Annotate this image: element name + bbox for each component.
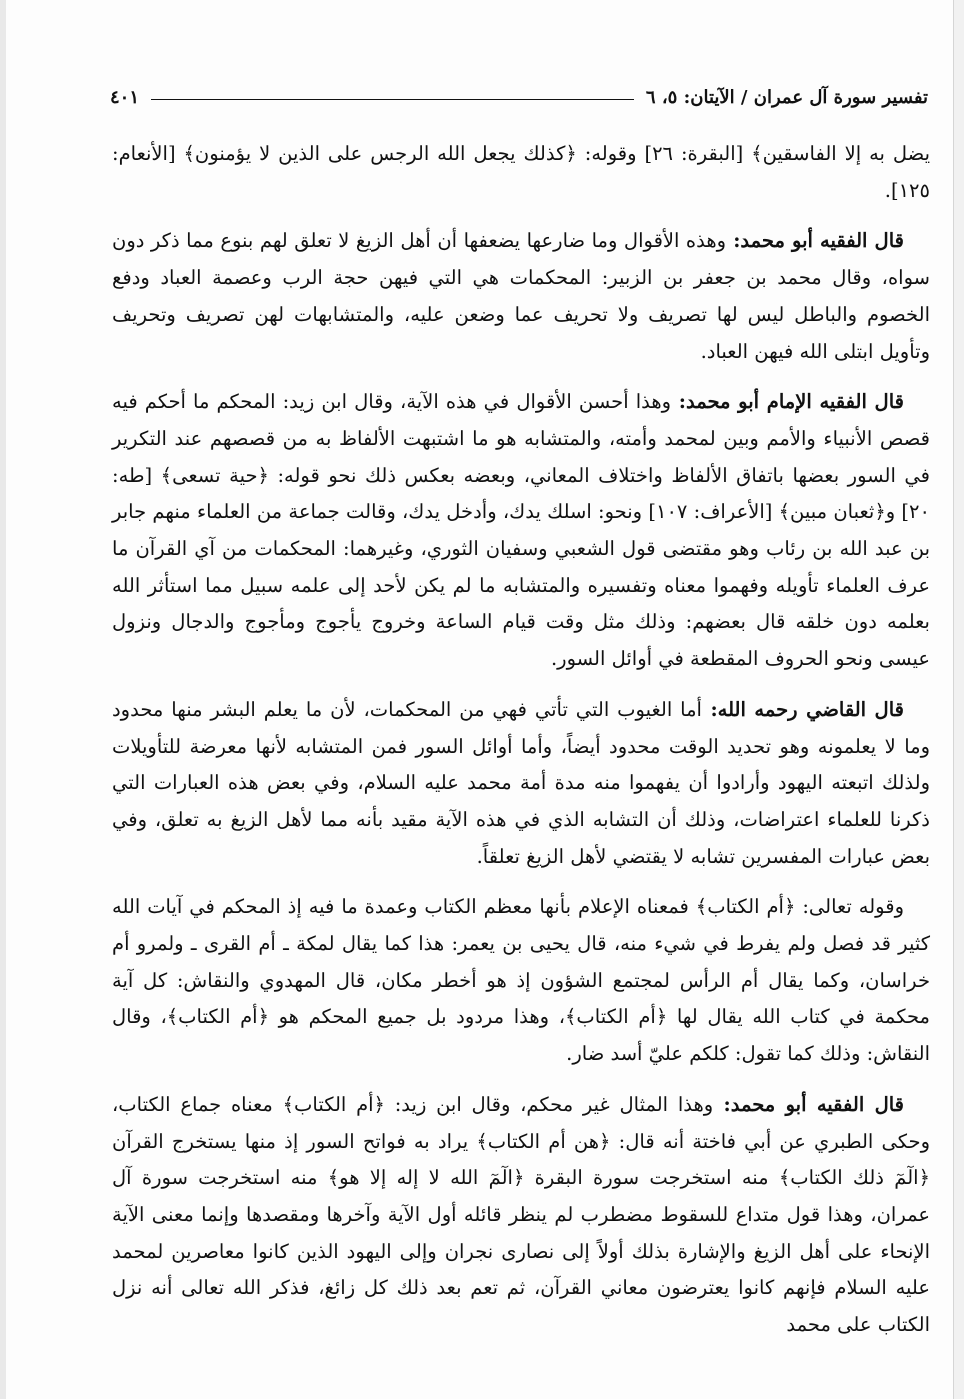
running-header bbox=[110, 82, 928, 112]
paragraph-2-speaker: قال الفقيه أبو محمد: bbox=[733, 229, 904, 253]
paragraph-3-text: وهذا أحسن الأقوال في هذه الآية، وقال ابن زيد: المحكم ما أحكم فيه قصص الأنبياء والأمم وبين لمحمد وأمته، والمتشابه هو ما اشتبهت الألفاظ به من قصصهم عند التكرير في السور بعضها باتفاق الألفاظ واختلاف المعاني، وبعضه بعكس ذلك نحو قوله: ﴿حية تسعى﴾ [طه: ٢٠] و﴿ثعبان مبين﴾ [الأعراف: ١٠٧] ونحو: اسلك يدك، وأدخل يدك، وقالت جماعة من العلماء منهم جابر بن عبد الله بن رئاب وهو مقتضى قول الشعبي وسفيان الثوري، وغيرهما: المحكمات من آي القرآن ما عرف العلماء تأويله وفهموا معناه وتفسيره والمتشابه ما لم يكن لأحد إلى علمه سبيل مما استأثر الله بعلمه دون خلقه قال بعضهم: وذلك مثل وقت قيام الساعة وخروج يأجوج ومأجوج والدجال ونزول عيسى ونحو الحروف المقطعة في أوائل السور. bbox=[112, 390, 930, 671]
paragraph-5 bbox=[112, 889, 930, 1073]
paragraph-1-text: يضل به إلا الفاسقين﴾ [البقرة: ٢٦] وقوله: ﴿كذلك يجعل الله الرجس على الذين لا يؤمنون﴾ [الأنعام: ١٢٥]. bbox=[112, 142, 930, 202]
paragraph-4-text: أما الغيوب التي تأتي فهي من المحكمات، لأن ما يعلم البشر منها محدود وما لا يعلمونه وهو تحديد الوقت محدود أيضاً، وأما أوائل السور فمن المتشابه لأنها معرضة للتأويلات ولذلك اتبعته اليهود وأرادوا أن يفهموا منه مدة أمة محمد عليه السلام، وفي بعض هذه العبارات التي ذكرنا للعلماء اعتراضات، وذلك أن التشابه الذي في هذه الآية مقيد بأنه مما لأهل الزيغ به تعلق، وفي بعض عبارات المفسرين تشابه لا يقتضي لأهل الزيغ تعلقاً. bbox=[112, 697, 930, 868]
paragraph-3 bbox=[112, 384, 930, 678]
paragraph-4 bbox=[112, 692, 930, 876]
paragraph-6 bbox=[112, 1087, 930, 1344]
paragraph-2 bbox=[112, 223, 930, 370]
paragraph-4-speaker: قال القاضي رحمه الله: bbox=[710, 697, 904, 721]
paragraph-6-speaker: قال الفقيه أبو محمد: bbox=[723, 1092, 904, 1116]
paragraph-6-text: وهذا المثال غير محكم، وقال ابن زيد: ﴿أم الكتاب﴾ معناه جماع الكتاب، وحكى الطبري عن أبي فاختة أنه قال: ﴿هن أم الكتاب﴾ يراد به فواتح السور إذ منها يستخرج القرآن ﴿الٓمٓ ذلك الكتاب﴾ منه استخرجت سورة البقرة ﴿الٓمٓ الله لا إله إلا هو﴾ منه استخرجت سورة آل عمران، وهذا قول متداع للسقوط مضطرب لم ينظر قائله أول الآية وآخرها ومقصدها وإنما معنى الآية الإنحاء على أهل الزيغ والإشارة بذلك أولاً إلى نصارى نجران وإلى اليهود الذين كانوا معاصرين لمحمد عليه السلام فإنهم كانوا يعترضون معاني القرآن، ثم تعم بعد ذلك كل زائغ، فذكر الله تعالى أنه نزل الكتاب على محمد bbox=[112, 1092, 930, 1337]
paragraph-1 bbox=[112, 136, 930, 209]
header-rule bbox=[151, 99, 634, 100]
page-number: ٤٠١ bbox=[110, 86, 140, 108]
paragraph-2-text: وهذه الأقوال وما ضارعها يضعفها أن أهل الزيغ لا تعلق لهم بنوع مما ذكر دون سواه، وقال محمد بن جعفر بن الزبير: المحكمات هي التي فيهن حجة الرب وعصمة العباد ودفع الخصوم والباطل ليس لها تصريف ولا تحريف عما وضعن عليه، والمتشابهات لهن تصريف وتحريف وتأويل ابتلى الله فيهن العباد. bbox=[112, 229, 930, 363]
page-left-edge bbox=[0, 0, 6, 1399]
paragraph-3-speaker: قال الفقيه الإمام أبو محمد: bbox=[678, 390, 904, 414]
page-right-edge bbox=[953, 0, 964, 1399]
paragraph-5-text: وقوله تعالى: ﴿أم الكتاب﴾ فمعناه الإعلام بأنها معظم الكتاب وعمدة ما فيه إذ المحكم في آيات الله كثير قد فصل ولم يفرط في شيء منه، قال يحيى بن يعمر: هذا كما يقال لمكة ـ أم القرى ـ ولمرو أم خراسان، وكما يقال أم الرأس لمجتمع الشؤون إذ هو أخطر مكان، قال المهدوي والنقاش: كل آية محكمة في كتاب الله يقال لها ﴿أم الكتاب﴾، وهذا مردود بل جميع المحكم هو ﴿أم الكتاب﴾، وقال النقاش: وذلك كما تقول: كلكم عليّ أسد ضار. bbox=[112, 895, 930, 1066]
page-body bbox=[112, 136, 930, 1358]
header-title: تفسير سورة آل عمران / الآيتان: ٥، ٦ bbox=[645, 86, 928, 108]
